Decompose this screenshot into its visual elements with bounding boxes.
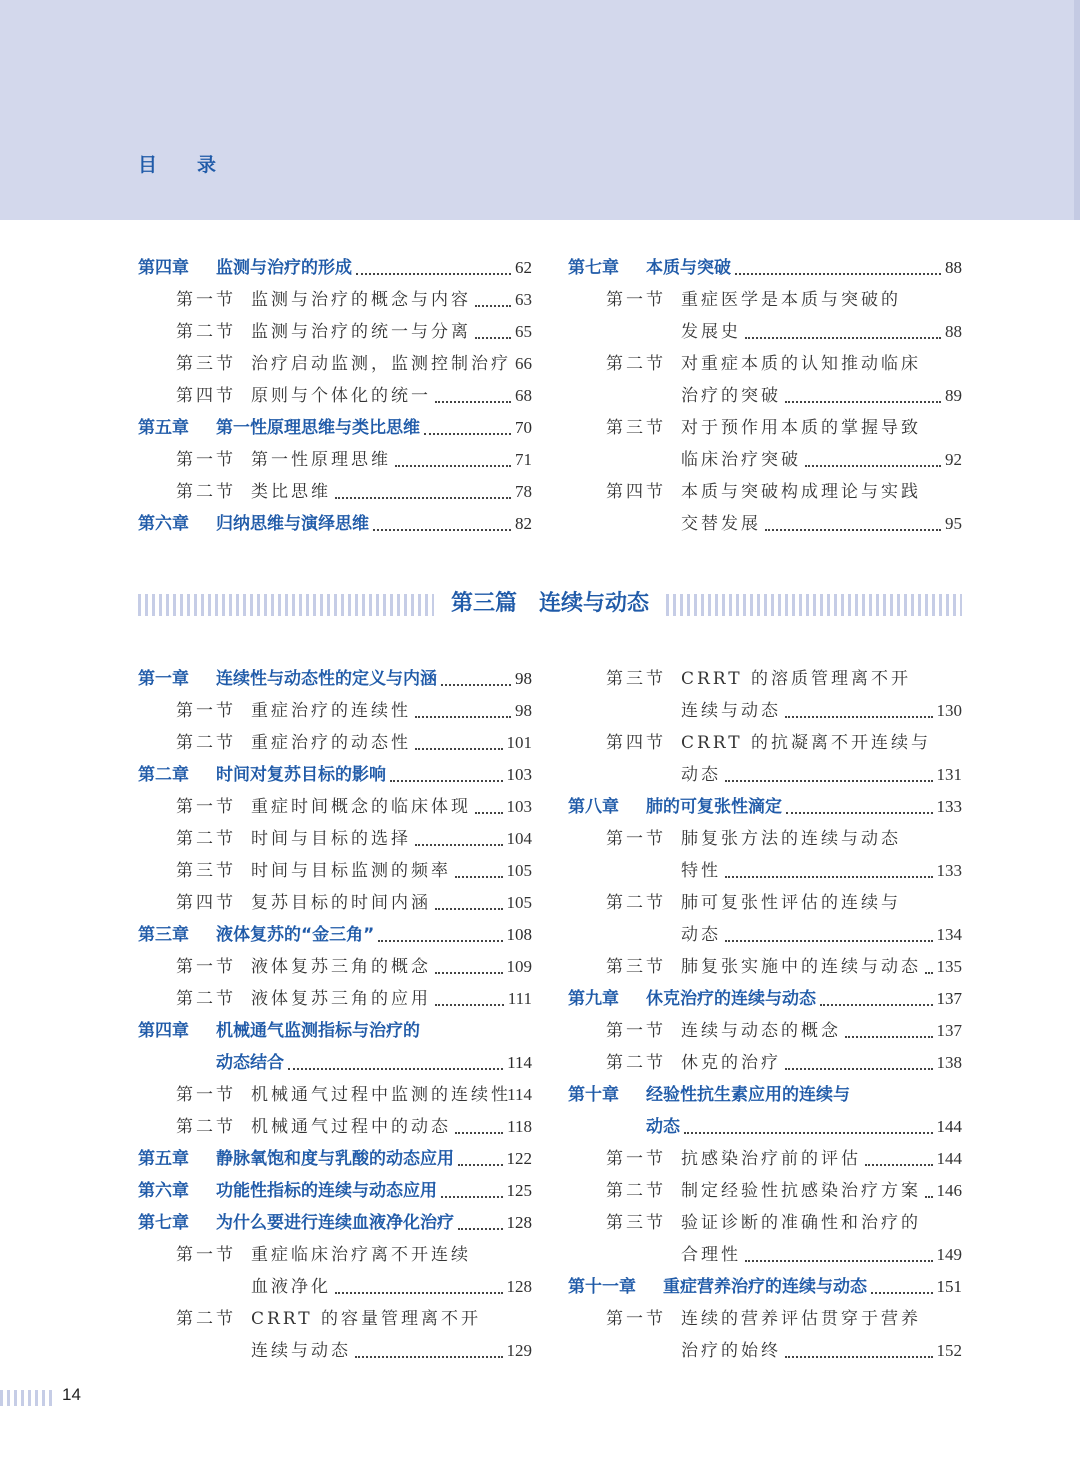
section-title: 机械通气过程中监测的连续性 xyxy=(251,1085,511,1105)
section-title: 抗感染治疗前的评估 xyxy=(681,1149,861,1169)
header-corner-decoration xyxy=(1074,0,1080,220)
page-ref: 103 xyxy=(506,765,532,784)
chapter-number: 第九章 xyxy=(568,989,619,1009)
toc-chapter-row xyxy=(138,252,532,284)
chapter-title: 肺的可复张性滴定 xyxy=(646,797,782,817)
dot-leader xyxy=(354,252,513,284)
section-title: 重症治疗的连续性 xyxy=(251,701,411,721)
section-title: CRRT 的溶质管理离不开 xyxy=(681,669,912,689)
chapter-title: 静脉氧饱和度与乳酸的动态应用 xyxy=(216,1149,454,1169)
toc-section-row xyxy=(568,1047,962,1079)
dot-leader xyxy=(439,1175,505,1207)
toc-chapter-row xyxy=(568,1079,962,1111)
section-number: 第二节 xyxy=(606,893,666,913)
section-number: 第一节 xyxy=(176,1245,236,1265)
toc-section-row xyxy=(568,508,962,540)
dot-leader xyxy=(723,759,935,791)
page-ref: 128 xyxy=(506,1213,532,1232)
toc-section-row xyxy=(568,855,962,887)
section-title: 重症医学是本质与突破的 xyxy=(681,290,901,310)
dot-leader xyxy=(783,1047,935,1079)
toc-list xyxy=(138,663,532,1367)
section-number: 第三节 xyxy=(176,354,236,374)
toc-list xyxy=(568,252,962,540)
toc-chapter-row xyxy=(138,759,532,791)
chapter-title: 经验性抗生素应用的连续与 xyxy=(646,1085,850,1105)
section-title: 休克的治疗 xyxy=(681,1053,781,1073)
toc-chapter-row xyxy=(568,1111,962,1143)
toc-section-row xyxy=(568,380,962,412)
chapter-number: 第七章 xyxy=(138,1213,189,1233)
page-ref: 103 xyxy=(506,797,532,816)
section-number: 第四节 xyxy=(606,482,666,502)
page-ref: 70 xyxy=(515,418,532,437)
section-title: 原则与个体化的统一 xyxy=(251,386,431,406)
section-title: 连续与动态的概念 xyxy=(681,1021,841,1041)
section-title: 动态 xyxy=(681,925,721,945)
toc-section-row xyxy=(568,951,962,983)
toc-column-bottom-left xyxy=(138,663,532,1367)
toc-section-row xyxy=(138,444,532,476)
toc-section-row xyxy=(138,284,532,316)
dot-leader xyxy=(803,444,943,476)
toc-section-row xyxy=(138,823,532,855)
section-number: 第三节 xyxy=(606,418,666,438)
chapter-number: 第六章 xyxy=(138,1181,189,1201)
dot-leader xyxy=(783,380,943,412)
chapter-number: 第十一章 xyxy=(568,1277,636,1297)
section-title: 类比思维 xyxy=(251,482,331,502)
header-band xyxy=(0,0,1080,220)
section-title: 时间与目标监测的频率 xyxy=(251,861,451,881)
toc-section-row xyxy=(568,316,962,348)
toc-section-row xyxy=(568,412,962,444)
toc-chapter-row xyxy=(138,1015,532,1047)
toc-section-row xyxy=(568,1143,962,1175)
toc-section-row xyxy=(568,284,962,316)
page-ref: 129 xyxy=(506,1341,532,1360)
section-title: 连续的营养评估贯穿于营养 xyxy=(681,1309,921,1329)
dot-leader xyxy=(923,1175,935,1207)
section-title: 治疗启动监测，监测控制治疗 xyxy=(251,354,511,374)
dot-leader xyxy=(433,951,505,983)
chapter-title: 休克治疗的连续与动态 xyxy=(646,989,816,1009)
toc-section-row xyxy=(138,348,532,380)
page-ref: 78 xyxy=(515,482,532,501)
dot-leader xyxy=(743,1239,935,1271)
dot-leader xyxy=(353,1335,505,1367)
dot-leader xyxy=(422,412,513,444)
page-ref: 108 xyxy=(506,925,532,944)
toc-section-row xyxy=(568,1175,962,1207)
section-title: 液体复苏三角的应用 xyxy=(251,989,431,1009)
toc-chapter-row xyxy=(568,1271,962,1303)
section-title: CRRT 的容量管理离不开 xyxy=(251,1309,482,1329)
page-ref: 125 xyxy=(506,1181,532,1200)
chapter-number: 第五章 xyxy=(138,1149,189,1169)
toc-section-row xyxy=(568,887,962,919)
dot-leader xyxy=(473,791,505,823)
toc-section-row xyxy=(568,1207,962,1239)
dot-leader xyxy=(333,476,513,508)
chapter-title: 液体复苏的“金三角” xyxy=(216,925,375,945)
chapter-title: 功能性指标的连续与动态应用 xyxy=(216,1181,437,1201)
section-title: 复苏目标的时间内涵 xyxy=(251,893,431,913)
section-number: 第一节 xyxy=(176,450,236,470)
toc-section-row xyxy=(138,1271,532,1303)
section-title: 特性 xyxy=(681,861,721,881)
section-title: 发展史 xyxy=(681,322,741,342)
toc-chapter-row xyxy=(138,412,532,444)
toc-chapter-row xyxy=(138,1175,532,1207)
toc-section-row xyxy=(568,476,962,508)
toc-section-row xyxy=(138,316,532,348)
dot-leader xyxy=(456,1207,505,1239)
chapter-title: 归纳思维与演绎思维 xyxy=(216,514,369,534)
toc-chapter-row xyxy=(568,791,962,823)
page-ref: 135 xyxy=(936,957,962,976)
chapter-number: 第五章 xyxy=(138,418,189,438)
section-title: 肺复张方法的连续与动态 xyxy=(681,829,901,849)
toc-section-row xyxy=(138,1239,532,1271)
page-ref: 62 xyxy=(515,258,532,277)
section-number: 第一节 xyxy=(176,957,236,977)
page-ref: 105 xyxy=(506,893,532,912)
section-number: 第一节 xyxy=(176,701,236,721)
dot-leader xyxy=(376,919,504,951)
toc-section-row xyxy=(138,1079,532,1111)
page-ref: 133 xyxy=(936,797,962,816)
dot-leader xyxy=(439,663,513,695)
section-title: 监测与治疗的统一与分离 xyxy=(251,322,471,342)
dot-leader xyxy=(388,759,505,791)
dot-leader xyxy=(682,1111,935,1143)
chapter-title: 动态 xyxy=(646,1117,680,1137)
section-number: 第二节 xyxy=(176,989,236,1009)
page-ref: 88 xyxy=(945,258,962,277)
section-number: 第二节 xyxy=(606,1053,666,1073)
section-number: 第一节 xyxy=(606,1309,666,1329)
section-title: 监测与治疗的概念与内容 xyxy=(251,290,471,310)
dot-leader xyxy=(723,855,935,887)
section-title: 合理性 xyxy=(681,1245,741,1265)
dot-leader xyxy=(413,727,505,759)
section-number: 第四节 xyxy=(176,893,236,913)
section-number: 第一节 xyxy=(606,1021,666,1041)
dot-leader xyxy=(456,1143,505,1175)
section-number: 第一节 xyxy=(606,290,666,310)
section-title: 血液净化 xyxy=(251,1277,331,1297)
toc-section-row xyxy=(568,759,962,791)
toc-section-row xyxy=(138,1335,532,1367)
section-title: 动态 xyxy=(681,765,721,785)
section-title: 连续与动态 xyxy=(681,701,781,721)
toc-section-row xyxy=(568,444,962,476)
page-ref: 144 xyxy=(936,1117,962,1136)
dot-leader xyxy=(433,887,505,919)
page-ref: 65 xyxy=(515,322,532,341)
section-number: 第二节 xyxy=(176,482,236,502)
section-title: 第一性原理思维 xyxy=(251,450,391,470)
section-number: 第四节 xyxy=(606,733,666,753)
dot-leader xyxy=(433,983,506,1015)
section-title: 重症临床治疗离不开连续 xyxy=(251,1245,471,1265)
chapter-number: 第七章 xyxy=(568,258,619,278)
toc-chapter-row xyxy=(138,1143,532,1175)
part-banner-right-bars xyxy=(666,594,962,616)
section-title: CRRT 的抗凝离不开连续与 xyxy=(681,733,932,753)
section-title: 重症时间概念的临床体现 xyxy=(251,797,471,817)
page-ref: 88 xyxy=(945,322,962,341)
toc-section-row xyxy=(138,727,532,759)
page-ref: 130 xyxy=(936,701,962,720)
dot-leader xyxy=(413,695,513,727)
section-number: 第二节 xyxy=(176,1309,236,1329)
chapter-title: 为什么要进行连续血液净化治疗 xyxy=(216,1213,454,1233)
toc-heading: 目录 xyxy=(138,154,257,176)
dot-leader xyxy=(333,1271,505,1303)
toc-section-row xyxy=(138,855,532,887)
page-ref: 92 xyxy=(945,450,962,469)
dot-leader xyxy=(723,919,935,951)
section-title: 交替发展 xyxy=(681,514,761,534)
dot-leader xyxy=(286,1047,505,1079)
page-ref: 146 xyxy=(936,1181,962,1200)
page-ref: 109 xyxy=(506,957,532,976)
page-ref: 98 xyxy=(515,701,532,720)
section-title: 验证诊断的准确性和治疗的 xyxy=(681,1213,921,1233)
toc-chapter-row xyxy=(138,919,532,951)
dot-leader xyxy=(923,951,935,983)
section-number: 第一节 xyxy=(606,829,666,849)
toc-section-row xyxy=(568,1015,962,1047)
toc-section-row xyxy=(138,983,532,1015)
section-title: 临床治疗突破 xyxy=(681,450,801,470)
section-title: 液体复苏三角的概念 xyxy=(251,957,431,977)
dot-leader xyxy=(473,316,513,348)
chapter-title: 监测与治疗的形成 xyxy=(216,258,352,278)
section-title: 肺可复张性评估的连续与 xyxy=(681,893,901,913)
section-number: 第三节 xyxy=(606,669,666,689)
dot-leader xyxy=(784,791,935,823)
section-number: 第一节 xyxy=(176,1085,236,1105)
chapter-number: 第一章 xyxy=(138,669,189,689)
section-title: 治疗的始终 xyxy=(681,1341,781,1361)
toc-chapter-row xyxy=(568,983,962,1015)
dot-leader xyxy=(783,695,935,727)
dot-leader xyxy=(843,1015,935,1047)
toc-chapter-row xyxy=(138,1207,532,1239)
page-ref: 105 xyxy=(506,861,532,880)
toc-section-row xyxy=(138,887,532,919)
dot-leader xyxy=(743,316,943,348)
dot-leader xyxy=(473,284,513,316)
section-title: 本质与突破构成理论与实践 xyxy=(681,482,921,502)
page-ref: 122 xyxy=(506,1149,532,1168)
chapter-title: 时间对复苏目标的影响 xyxy=(216,765,386,785)
page-ref: 151 xyxy=(936,1277,962,1296)
toc-column-bottom-right xyxy=(568,663,962,1367)
page-ref: 89 xyxy=(945,386,962,405)
footer-bars-decoration xyxy=(0,1390,56,1406)
section-number: 第二节 xyxy=(176,733,236,753)
page-ref: 98 xyxy=(515,669,532,688)
dot-leader xyxy=(763,508,943,540)
toc-section-row xyxy=(138,695,532,727)
section-number: 第一节 xyxy=(606,1149,666,1169)
dot-leader xyxy=(393,444,513,476)
section-title: 机械通气过程中的动态 xyxy=(251,1117,451,1137)
section-title: 肺复张实施中的连续与动态 xyxy=(681,957,921,977)
page-ref: 137 xyxy=(936,989,962,1008)
chapter-number: 第十章 xyxy=(568,1085,619,1105)
toc-chapter-row xyxy=(138,508,532,540)
section-title: 对于预作用本质的掌握导致 xyxy=(681,418,921,438)
chapter-title: 动态结合 xyxy=(216,1053,284,1073)
toc-list xyxy=(568,663,962,1367)
section-title: 制定经验性抗感染治疗方案 xyxy=(681,1181,921,1201)
toc-section-row xyxy=(568,695,962,727)
page-ref: 114 xyxy=(507,1085,532,1104)
page-ref: 133 xyxy=(936,861,962,880)
chapter-number: 第六章 xyxy=(138,514,189,534)
toc-section-row xyxy=(568,348,962,380)
section-number: 第三节 xyxy=(606,1213,666,1233)
section-title: 重症治疗的动态性 xyxy=(251,733,411,753)
page-ref: 95 xyxy=(945,514,962,533)
chapter-number: 第二章 xyxy=(138,765,189,785)
page-ref: 149 xyxy=(936,1245,962,1264)
part-banner-left-bars xyxy=(138,594,434,616)
dot-leader xyxy=(453,855,505,887)
page-ref: 66 xyxy=(515,354,532,373)
toc-section-row xyxy=(138,476,532,508)
page-ref: 138 xyxy=(936,1053,962,1072)
chapter-number: 第四章 xyxy=(138,1021,189,1041)
toc-section-row xyxy=(568,1303,962,1335)
part-title: 第三篇 连续与动态 xyxy=(450,591,649,616)
toc-column-top-right xyxy=(568,252,962,540)
toc-section-row xyxy=(138,380,532,412)
toc-chapter-row xyxy=(138,1047,532,1079)
toc-section-row xyxy=(568,823,962,855)
page-ref: 144 xyxy=(936,1149,962,1168)
dot-leader xyxy=(453,1111,505,1143)
page-number: 14 xyxy=(62,1385,81,1404)
section-number: 第三节 xyxy=(606,957,666,977)
page-ref: 82 xyxy=(515,514,532,533)
section-number: 第二节 xyxy=(606,1181,666,1201)
toc-chapter-row xyxy=(138,663,532,695)
section-number: 第三节 xyxy=(176,861,236,881)
dot-leader xyxy=(433,380,513,412)
chapter-number: 第三章 xyxy=(138,925,189,945)
page-ref: 111 xyxy=(507,989,532,1008)
section-title: 对重症本质的认知推动临床 xyxy=(681,354,921,374)
toc-section-row xyxy=(568,1335,962,1367)
dot-leader xyxy=(869,1271,935,1303)
dot-leader xyxy=(413,823,505,855)
section-title: 治疗的突破 xyxy=(681,386,781,406)
section-number: 第二节 xyxy=(176,829,236,849)
section-number: 第一节 xyxy=(176,797,236,817)
toc-column-top-left xyxy=(138,252,532,540)
section-title: 时间与目标的选择 xyxy=(251,829,411,849)
toc-section-row xyxy=(568,1239,962,1271)
part-banner xyxy=(138,586,962,622)
chapter-title: 本质与突破 xyxy=(646,258,731,278)
page-ref: 71 xyxy=(515,450,532,469)
page-ref: 68 xyxy=(515,386,532,405)
toc-chapter-row xyxy=(568,252,962,284)
page-ref: 118 xyxy=(507,1117,532,1136)
chapter-number: 第八章 xyxy=(568,797,619,817)
page-ref: 104 xyxy=(506,829,532,848)
chapter-title: 第一性原理思维与类比思维 xyxy=(216,418,420,438)
toc-section-row xyxy=(568,727,962,759)
toc-section-row xyxy=(568,919,962,951)
page-ref: 152 xyxy=(936,1341,962,1360)
page-ref: 137 xyxy=(936,1021,962,1040)
dot-leader xyxy=(863,1143,935,1175)
toc-section-row xyxy=(138,1303,532,1335)
section-title: 连续与动态 xyxy=(251,1341,351,1361)
page-ref: 128 xyxy=(506,1277,532,1296)
page-ref: 101 xyxy=(506,733,532,752)
page-ref: 63 xyxy=(515,290,532,309)
toc-section-row xyxy=(568,663,962,695)
chapter-number: 第四章 xyxy=(138,258,189,278)
section-number: 第一节 xyxy=(176,290,236,310)
section-number: 第二节 xyxy=(606,354,666,374)
page-ref: 134 xyxy=(936,925,962,944)
toc-section-row xyxy=(138,1111,532,1143)
dot-leader xyxy=(783,1335,935,1367)
dot-leader xyxy=(371,508,513,540)
toc-section-row xyxy=(138,951,532,983)
chapter-title: 连续性与动态性的定义与内涵 xyxy=(216,669,437,689)
toc-section-row xyxy=(138,791,532,823)
dot-leader xyxy=(733,252,943,284)
page-ref: 131 xyxy=(936,765,962,784)
chapter-title: 重症营养治疗的连续与动态 xyxy=(663,1277,867,1297)
section-number: 第二节 xyxy=(176,322,236,342)
section-number: 第二节 xyxy=(176,1117,236,1137)
page-ref: 114 xyxy=(507,1053,532,1072)
dot-leader xyxy=(818,983,935,1015)
section-number: 第四节 xyxy=(176,386,236,406)
chapter-title: 机械通气监测指标与治疗的 xyxy=(216,1021,420,1041)
toc-list xyxy=(138,252,532,540)
